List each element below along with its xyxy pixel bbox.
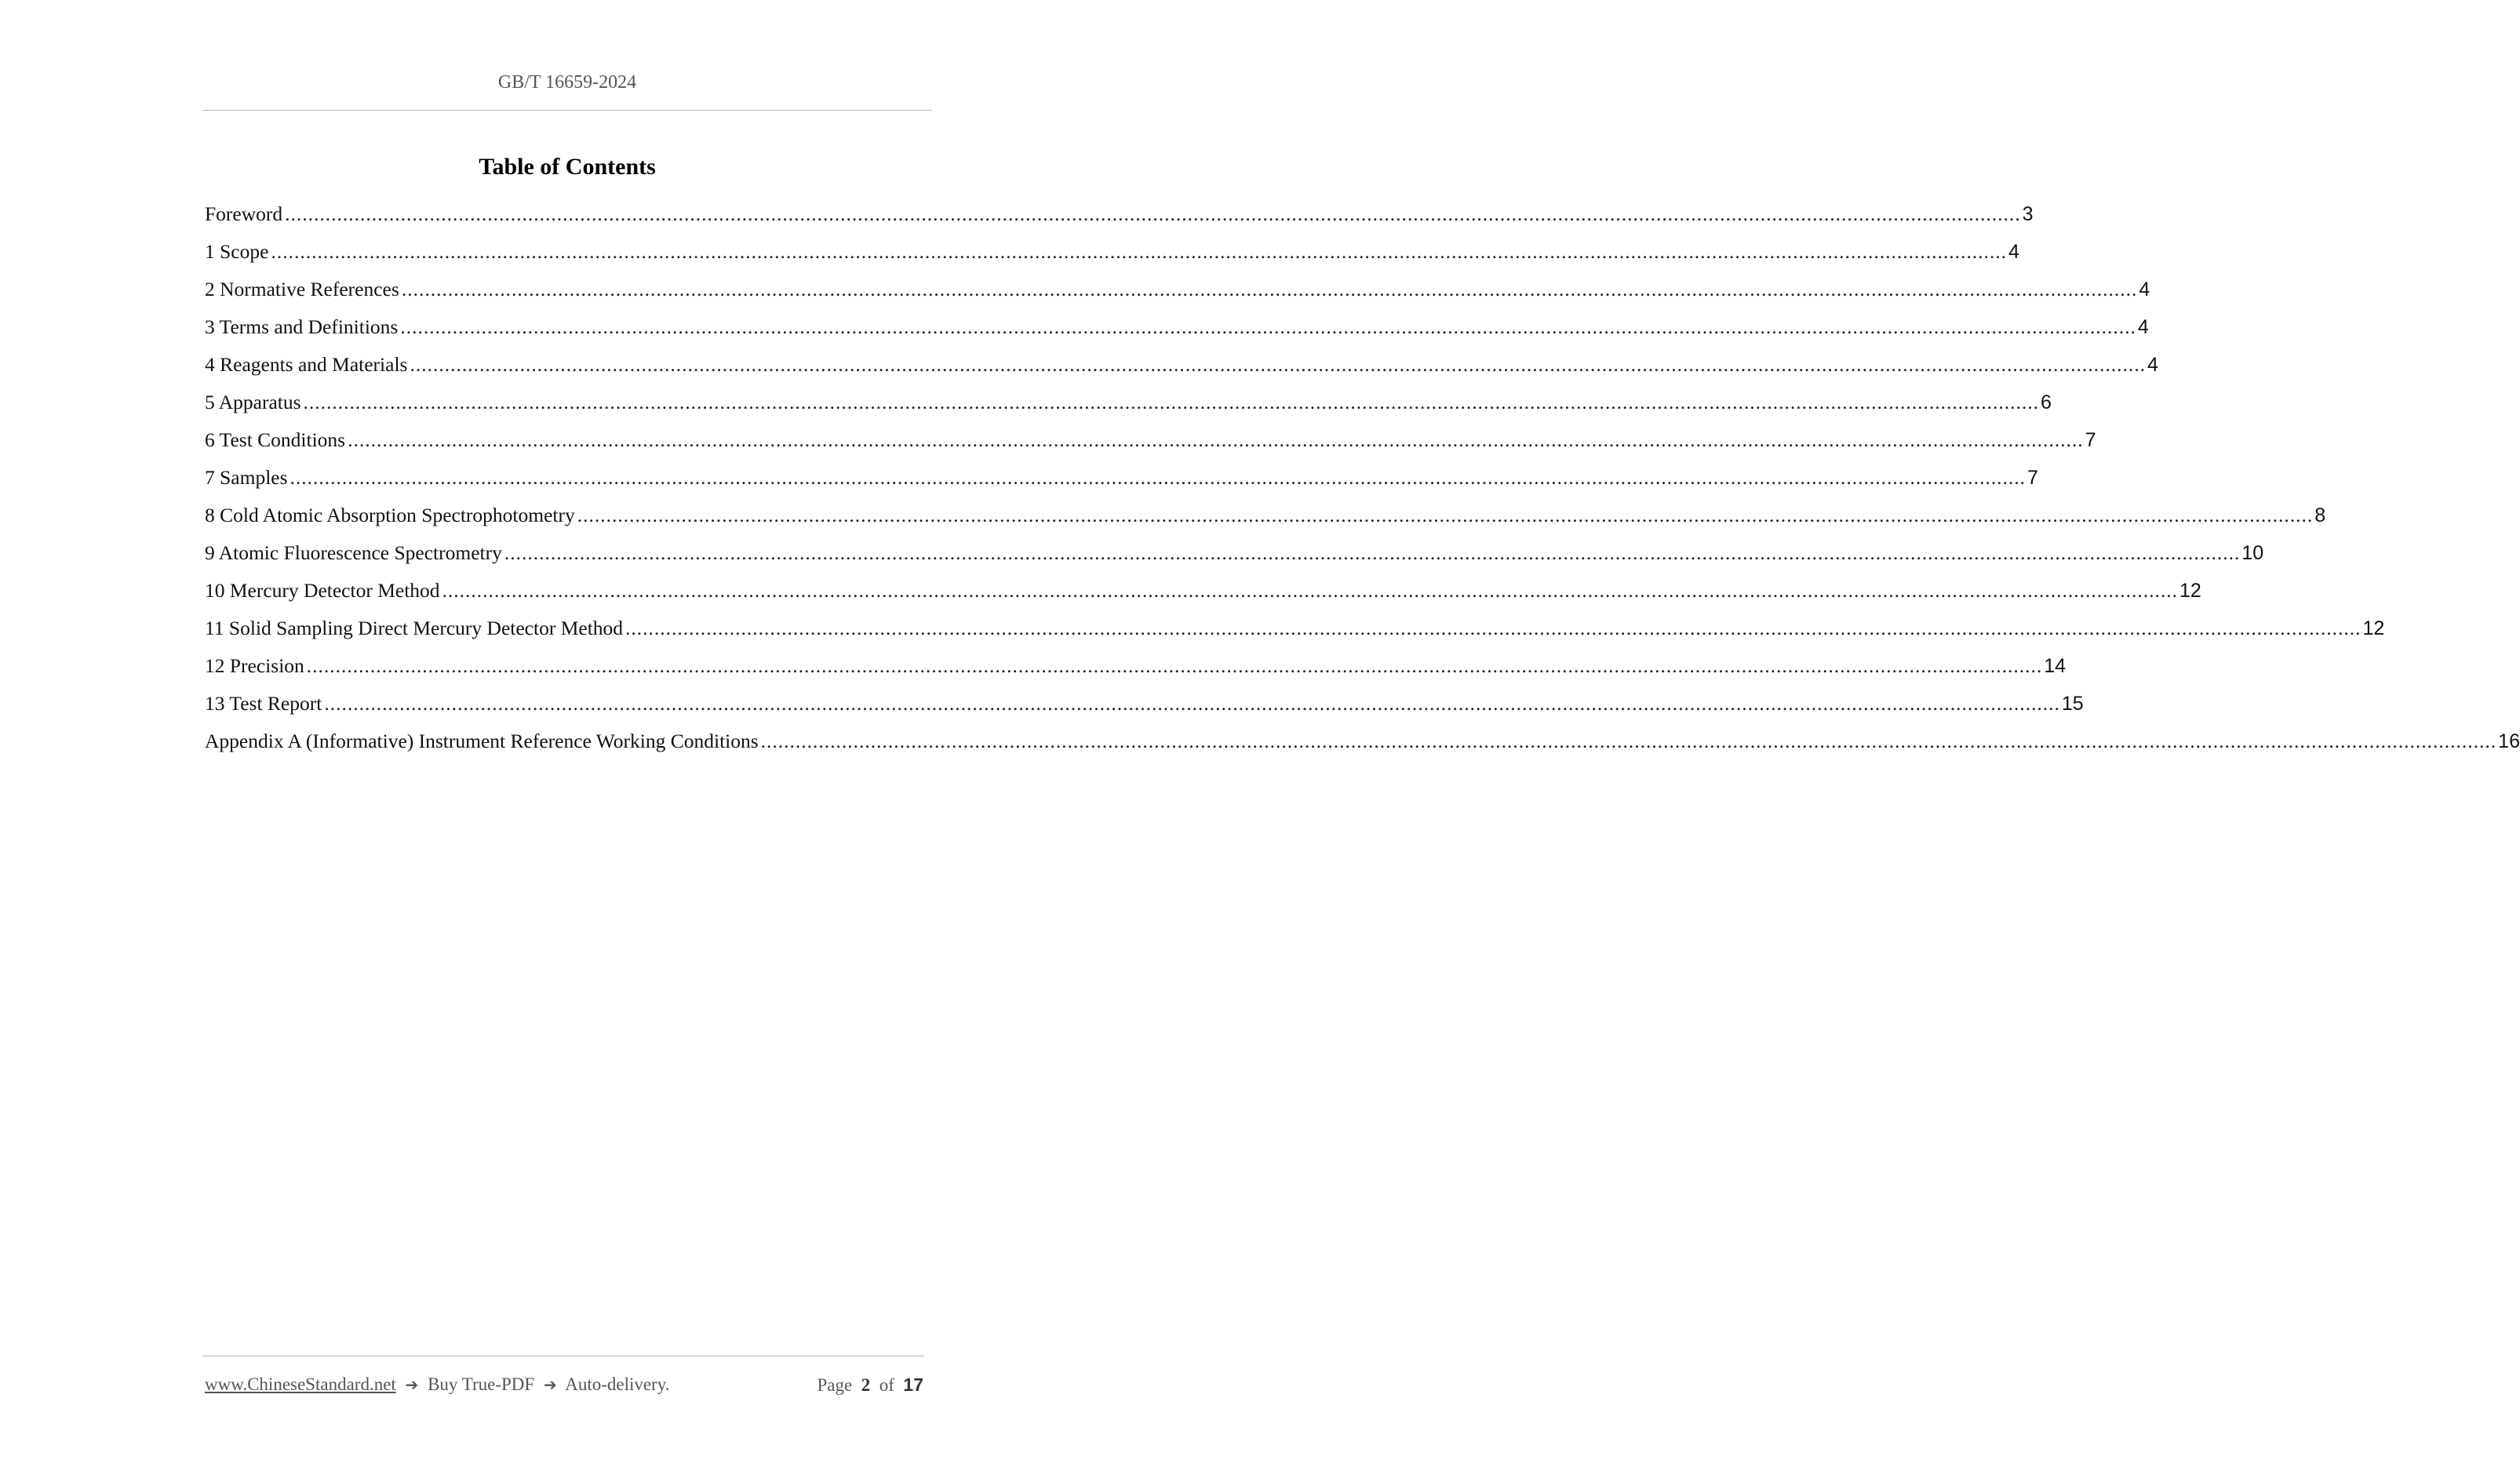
toc-entry-label: 12 Precision — [205, 654, 304, 677]
toc-entry-label: 2 Normative References — [205, 278, 399, 300]
toc-entry[interactable] — [205, 315, 2149, 353]
page-word: Page — [817, 1375, 853, 1395]
site-link[interactable]: www.ChineseStandard.net — [205, 1374, 396, 1394]
toc-entry-page: 4 — [2147, 354, 2158, 376]
toc-entry[interactable] — [205, 579, 2201, 617]
toc-entry[interactable] — [205, 278, 2150, 315]
toc-entry[interactable] — [205, 428, 2096, 466]
toc-title: Table of Contents — [479, 154, 656, 180]
footer-step-delivery: Auto-delivery. — [565, 1374, 670, 1394]
toc-entry[interactable] — [205, 692, 2084, 730]
toc-entry-label: 11 Solid Sampling Direct Mercury Detector Method — [205, 617, 624, 639]
toc-entry-page: 12 — [2180, 580, 2201, 602]
footer-step-buy: Buy True-PDF — [428, 1374, 535, 1394]
dot-leader: ............................................................................................................................................................................................................................................................................................................ — [348, 428, 2084, 451]
footer-promo — [205, 1374, 669, 1395]
toc-entry-label: 13 Test Report — [205, 692, 322, 715]
toc-entry[interactable] — [205, 617, 2385, 654]
dot-leader: ............................................................................................................................................................................................................................................................................................................ — [401, 278, 2138, 300]
toc-entry-label: 3 Terms and Definitions — [205, 315, 399, 338]
toc-entry-page: 4 — [2139, 278, 2150, 300]
toc-entry-page: 7 — [2085, 429, 2096, 451]
dot-leader: ............................................................................................................................................................................................................................................................................................................ — [504, 541, 2241, 564]
dot-leader: ............................................................................................................................................................................................................................................................................................................ — [271, 240, 2007, 263]
dot-leader: ............................................................................................................................................................................................................................................................................................................ — [442, 579, 2179, 602]
toc-entry-page: 7 — [2027, 467, 2038, 489]
dot-leader: ............................................................................................................................................................................................................................................................................................................ — [400, 315, 2136, 338]
dot-leader: ............................................................................................................................................................................................................................................................................................................ — [285, 202, 2021, 225]
toc-entry-page: 16 — [2498, 730, 2520, 752]
page-of: of — [879, 1375, 894, 1395]
arrow-right-icon: ➔ — [543, 1375, 557, 1394]
dot-leader: ............................................................................................................................................................................................................................................................................................................ — [625, 617, 2362, 639]
dot-leader: ............................................................................................................................................................................................................................................................................................................ — [324, 692, 2060, 715]
toc-entry-page: 14 — [2044, 655, 2067, 677]
toc-entry[interactable] — [205, 654, 2067, 692]
toc-list — [205, 202, 2520, 767]
header-divider — [202, 110, 932, 111]
toc-entry[interactable] — [205, 541, 2264, 579]
toc-entry-label: 5 Apparatus — [205, 391, 301, 413]
page-header: GB/T 16659-2024 — [497, 72, 637, 93]
toc-entry-page: 10 — [2241, 542, 2264, 564]
page-counter — [818, 1374, 923, 1396]
toc-entry[interactable] — [205, 466, 2038, 504]
toc-entry[interactable] — [205, 240, 2019, 278]
dot-leader: ............................................................................................................................................................................................................................................................................................................ — [290, 466, 2027, 489]
toc-entry[interactable] — [205, 504, 2326, 541]
toc-entry-page: 4 — [2137, 316, 2149, 338]
toc-entry-label: 8 Cold Atomic Absorption Spectrophotometry — [205, 504, 575, 526]
toc-entry-page: 8 — [2314, 504, 2326, 526]
toc-entry-page: 12 — [2362, 617, 2385, 639]
dot-leader: ............................................................................................................................................................................................................................................................................................................ — [303, 391, 2040, 413]
toc-entry-label: 9 Atomic Fluorescence Spectrometry — [205, 541, 502, 564]
page-total: 17 — [903, 1374, 923, 1395]
toc-entry[interactable] — [205, 391, 2052, 428]
dot-leader: ............................................................................................................................................................................................................................................................................................................ — [306, 654, 2043, 677]
toc-entry-label: 6 Test Conditions — [205, 428, 346, 451]
toc-entry-label: 10 Mercury Detector Method — [205, 579, 440, 602]
toc-entry-page: 4 — [2008, 241, 2019, 263]
toc-entry-label: 1 Scope — [205, 240, 269, 263]
toc-entry-page: 6 — [2041, 391, 2052, 413]
page-current: 2 — [861, 1375, 871, 1395]
dot-leader: ............................................................................................................................................................................................................................................................................................................ — [760, 730, 2497, 752]
toc-entry-label: 4 Reagents and Materials — [205, 353, 408, 376]
toc-entry-label: 7 Samples — [205, 466, 288, 489]
toc-entry-label: Appendix A (Informative) Instrument Reference Working Conditions — [205, 730, 759, 752]
dot-leader: ............................................................................................................................................................................................................................................................................................................ — [577, 504, 2314, 526]
toc-entry-label: Foreword — [205, 202, 283, 225]
toc-entry-page: 15 — [2061, 693, 2084, 715]
toc-entry[interactable] — [205, 730, 2520, 767]
toc-entry[interactable] — [205, 353, 2158, 391]
dot-leader: ............................................................................................................................................................................................................................................................................................................ — [410, 353, 2146, 376]
toc-entry[interactable] — [205, 202, 2034, 240]
toc-entry-page: 3 — [2022, 203, 2034, 225]
arrow-right-icon: ➔ — [405, 1375, 419, 1394]
